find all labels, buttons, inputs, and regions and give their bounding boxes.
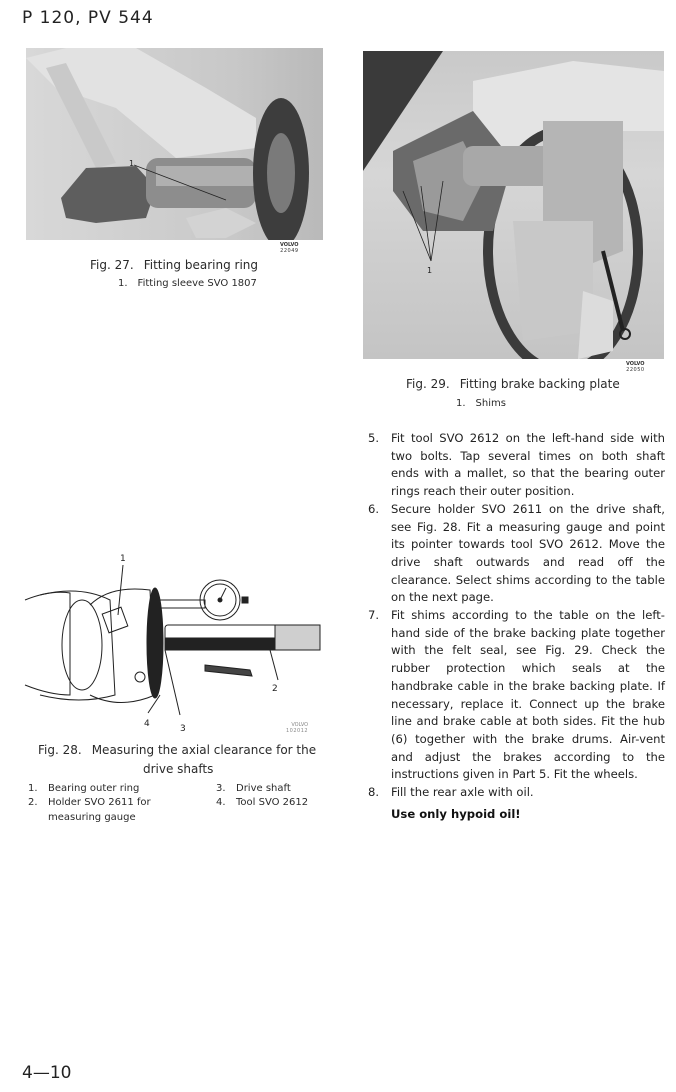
- fig28-legend-item: 4. Tool SVO 2612: [216, 797, 309, 808]
- step-7: 7. Fit shims according to the table on the left-hand side of the brake backing plate together with the felt seal, see Fig. 29. Check the rubber protection which seals at the handbrake cable in the brake backing plate. If necessary, replace it. Connect up the brake line and brake cable at both sides. Fit the hub (6) together with the brake drums. Air-vent and adjust the brakes according to the instructions given in Part 5. Fit the wheels.: [368, 608, 665, 782]
- page-number: 4—10: [22, 1063, 72, 1083]
- fig28-legend-item: 1. Bearing outer ring: [28, 783, 140, 794]
- svg-text:4: 4: [144, 719, 150, 729]
- step-5: 5. Fit tool SVO 2612 on the left-hand side with two bolts. Tap several times on both shaft ends with a mallet, so that the bearing outer rings reach their outer position.: [368, 431, 665, 499]
- axial-clearance-measurement-illustration: [20, 545, 330, 735]
- fig28-caption-line2: drive shafts: [143, 762, 214, 776]
- fig29-caption: Fig. 29. Fitting brake backing plate: [406, 377, 620, 391]
- svg-text:1: 1: [129, 159, 135, 168]
- procedure-steps: [368, 430, 665, 802]
- fig29-volvo-stamp: VOLVO 22050: [626, 361, 645, 373]
- fig28-legend-item: 3. Drive shaft: [216, 783, 291, 794]
- bearing-ring-fitting-illustration: [26, 48, 323, 240]
- fig28-volvo-stamp: VOLVO 102012: [286, 722, 309, 734]
- fig28-legend-item: 2. Holder SVO 2611 for measuring gauge: [28, 797, 151, 823]
- svg-text:3: 3: [180, 724, 186, 734]
- fig28-caption: Fig. 28. Measuring the axial clearance for the: [38, 743, 317, 757]
- fig27-photo: [26, 48, 323, 240]
- svg-text:2: 2: [272, 684, 278, 694]
- brake-backing-plate-illustration: [363, 51, 664, 359]
- step-8: 8. Fill the rear axle with oil.: [368, 785, 534, 800]
- svg-text:1: 1: [427, 266, 433, 275]
- svg-text:1: 1: [120, 554, 126, 564]
- fig27-caption: Fig. 27. Fitting bearing ring: [90, 258, 258, 272]
- fig29-legend-item: 1. Shims: [456, 398, 506, 409]
- fig29-photo: [363, 51, 664, 359]
- hypoid-oil-warning: Use only hypoid oil!: [391, 807, 521, 821]
- page-header: P 120, PV 544: [22, 8, 154, 28]
- fig27-legend-item: 1. Fitting sleeve SVO 1807: [118, 278, 257, 289]
- fig27-volvo-stamp: VOLVO 22049: [280, 242, 299, 254]
- fig28-drawing: [20, 545, 330, 735]
- step-6: 6. Secure holder SVO 2611 on the drive shaft, see Fig. 28. Fit a measuring gauge and point its pointer towards tool SVO 2612. Move the drive shaft outwards and read off the clearance. Select shims according to the table on the next page.: [368, 501, 665, 605]
